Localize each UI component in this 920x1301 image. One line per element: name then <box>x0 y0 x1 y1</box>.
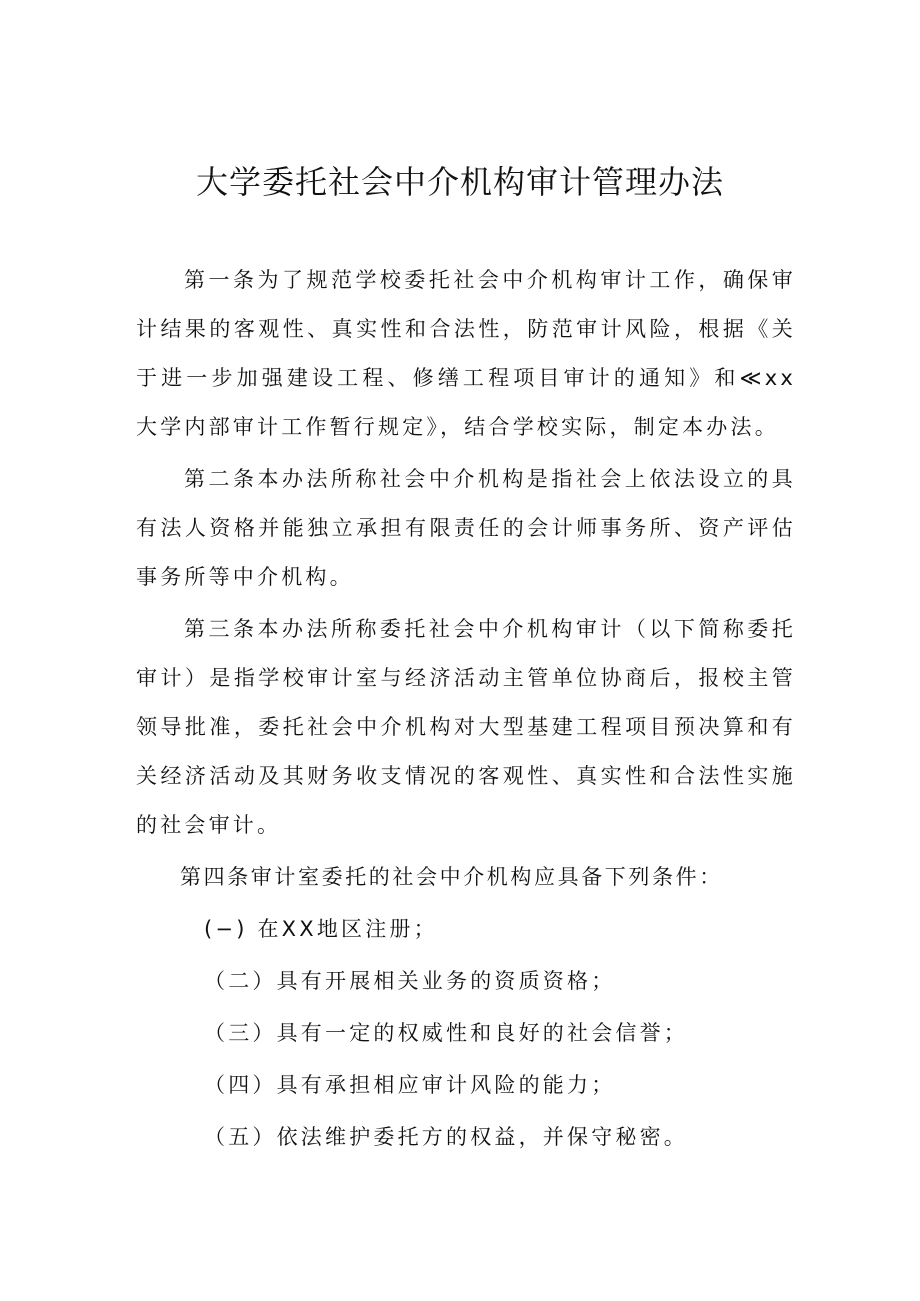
article-3: 第三条本办法所称委托社会中介机构审计（以下简称委托审计）是指学校审计室与经济活动主管单位协商后，报校主管领导批准，委托社会中介机构对大型基建工程项目预决算和有关经济活动及其财务收支情况的客观性、真实性和合法性实施的社会审计。 <box>136 617 796 837</box>
condition-item-2: （二）具有开展相关业务的资质资格； <box>204 969 616 993</box>
article-2: 第二条本办法所称社会中介机构是指社会上依法设立的具有法人资格并能独立承担有限责任的会计师事务所、资产评估事务所等中介机构。 <box>136 467 796 589</box>
condition-item-4: （四）具有承担相应审计风险的能力； <box>204 1073 616 1097</box>
condition-item-3: （三）具有一定的权威性和良好的社会信誉； <box>204 1021 688 1045</box>
condition-item-1: (−) 在XX地区注册； <box>204 917 438 941</box>
condition-item-5: （五）依法维护委托方的权益，并保守秘密。 <box>204 1125 688 1149</box>
article-4: 第四条审计室委托的社会中介机构应具备下列条件： <box>180 865 723 889</box>
document-title: 大学委托社会中介机构审计管理办法 <box>195 163 724 201</box>
article-1: 第一条为了规范学校委托社会中介机构审计工作，确保审计结果的客观性、真实性和合法性，防范审计风险，根据《关于进一步加强建设工程、修缮工程项目审计的通知》和≪xx大学内部审计工作暂行规定》，结合学校实际，制定本办法。 <box>136 268 796 439</box>
document-body <box>136 256 796 1162</box>
